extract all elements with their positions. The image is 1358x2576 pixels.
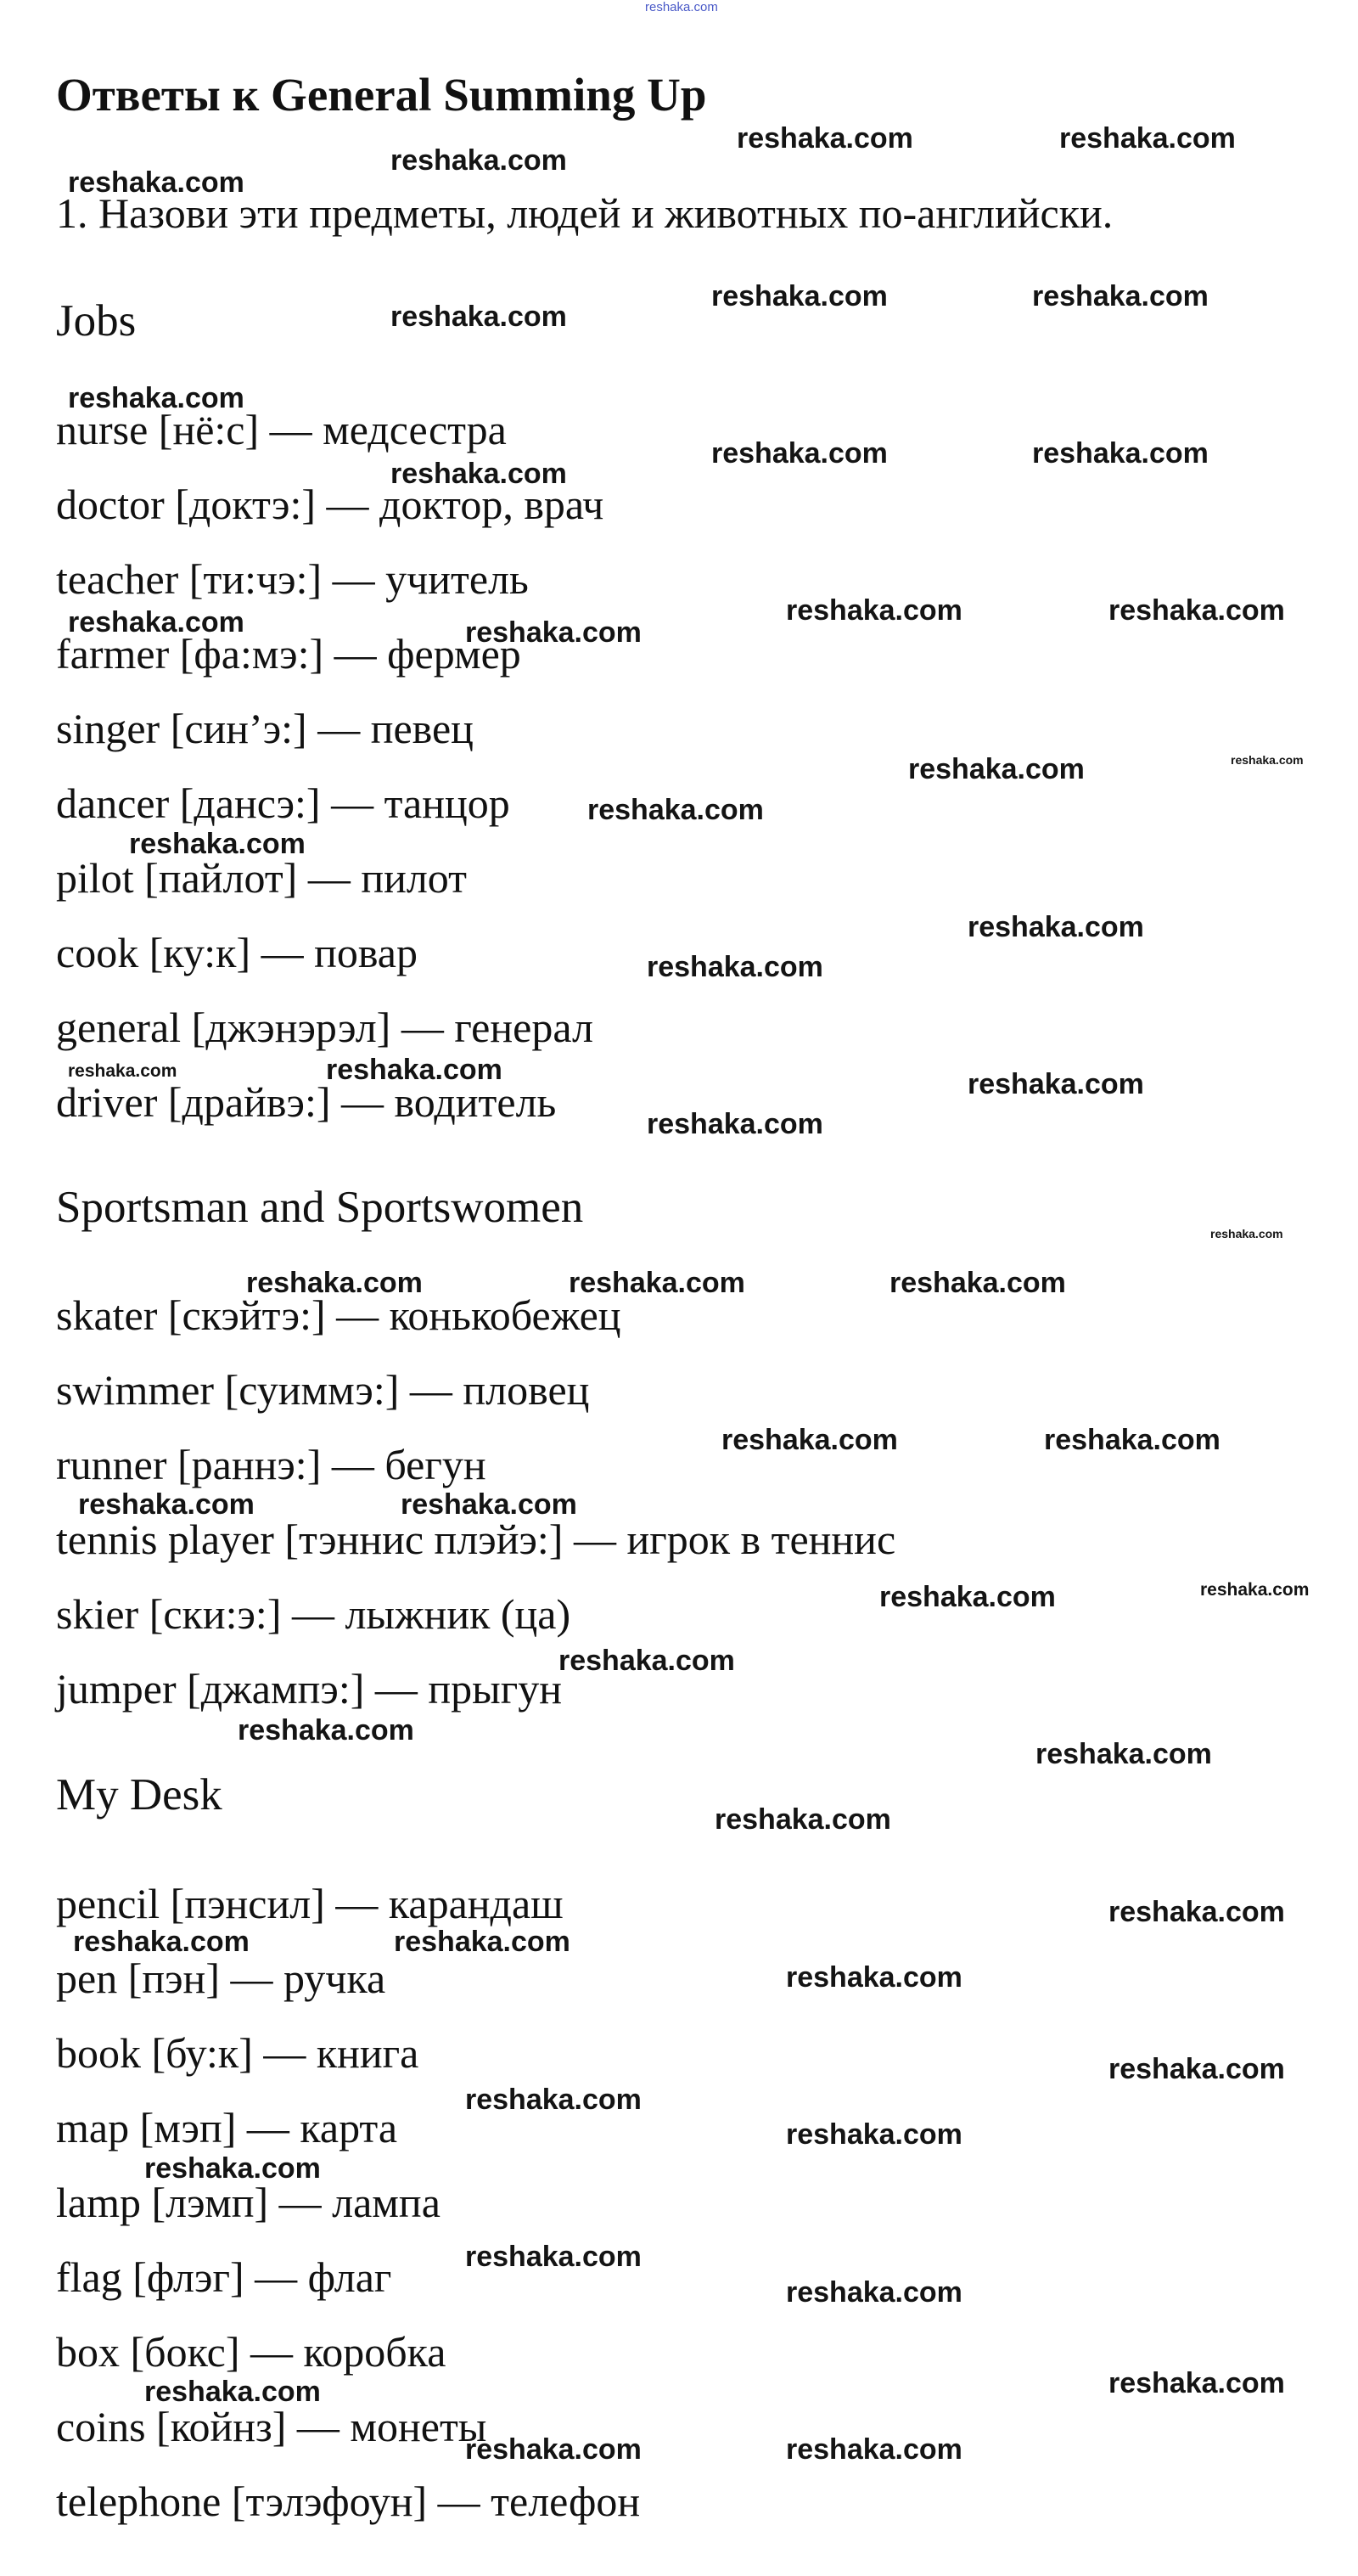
- list-item: doctor [доктэ:] — доктор, врач: [56, 481, 604, 528]
- watermark: reshaka.com: [68, 606, 244, 638]
- list-item: pilot [пайлот] — пилот: [56, 854, 467, 902]
- watermark: reshaka.com: [647, 1108, 823, 1140]
- list-item: runner [раннэ:] — бегун: [56, 1441, 486, 1488]
- watermark: reshaka.com: [1210, 1227, 1283, 1240]
- list-item: map [мэп] — карта: [56, 2104, 398, 2151]
- watermark: reshaka.com: [968, 911, 1144, 943]
- watermark: reshaka.com: [68, 166, 244, 199]
- list-item: farmer [фа:мэ:] — фермер: [56, 630, 521, 678]
- watermark: reshaka.com: [711, 437, 888, 470]
- list-item: telephone [тэлэфоун] — телефон: [56, 2478, 641, 2525]
- page-title: Ответы к General Summing Up: [56, 69, 707, 121]
- watermark: reshaka.com: [1231, 753, 1304, 767]
- watermark: reshaka.com: [968, 1068, 1144, 1100]
- list-item: general [джэнэрэл] — генерал: [56, 1004, 593, 1051]
- watermark: reshaka.com: [78, 1488, 255, 1521]
- watermark: reshaka.com: [786, 1961, 962, 1994]
- watermark: reshaka.com: [569, 1267, 745, 1299]
- list-item: nurse [нё:с] — медсестра: [56, 406, 507, 453]
- list-item: lamp [лэмп] — лампа: [56, 2179, 441, 2226]
- watermark: reshaka.com: [129, 828, 306, 860]
- section-heading-desk: My Desk: [56, 1770, 222, 1820]
- watermark: reshaka.com: [1108, 2367, 1285, 2399]
- watermark: reshaka.com: [879, 1581, 1056, 1613]
- list-item: cook [ку:к] — повар: [56, 929, 418, 976]
- watermark: reshaka.com: [390, 458, 567, 490]
- watermark: reshaka.com: [246, 1267, 423, 1299]
- watermark: reshaka.com: [68, 382, 244, 414]
- watermark: reshaka.com: [1059, 122, 1236, 155]
- watermark: reshaka.com: [401, 1488, 577, 1521]
- watermark: reshaka.com: [326, 1054, 502, 1086]
- watermark: reshaka.com: [1200, 1580, 1310, 1600]
- watermark: reshaka.com: [465, 2433, 642, 2466]
- watermark: reshaka.com: [786, 2118, 962, 2151]
- list-item: flag [флэг] — флаг: [56, 2253, 392, 2301]
- list-item: book [бу:к] — книга: [56, 2029, 419, 2077]
- watermark: reshaka.com: [465, 2241, 642, 2273]
- watermark: reshaka.com: [1035, 1738, 1212, 1770]
- list-item: teacher [ти:чэ:] — учитель: [56, 555, 529, 603]
- watermark: reshaka.com: [715, 1803, 891, 1836]
- watermark: reshaka.com: [1108, 2053, 1285, 2085]
- watermark: reshaka.com: [1032, 280, 1209, 312]
- watermark: reshaka.com: [144, 2376, 321, 2408]
- watermark: reshaka.com: [711, 280, 888, 312]
- watermark: reshaka.com: [68, 1061, 177, 1081]
- watermark: reshaka.com: [889, 1267, 1066, 1299]
- list-item: swimmer [суиммэ:] — пловец: [56, 1366, 590, 1414]
- watermark: reshaka.com: [786, 2276, 962, 2309]
- watermark: reshaka.com: [465, 616, 642, 649]
- watermark: reshaka.com: [786, 2433, 962, 2466]
- watermark: reshaka.com: [786, 594, 962, 627]
- watermark: reshaka.com: [1044, 1424, 1221, 1456]
- list-item: skier [ски:э:] — лыжник (ца): [56, 1590, 571, 1638]
- watermark: reshaka.com: [587, 794, 764, 826]
- top-site-link[interactable]: reshaka.com: [645, 0, 718, 14]
- watermark: reshaka.com: [1108, 1896, 1285, 1928]
- watermark: reshaka.com: [721, 1424, 898, 1456]
- list-item: coins [койнз] — монеты: [56, 2403, 487, 2450]
- watermark: reshaka.com: [73, 1926, 250, 1958]
- watermark: reshaka.com: [647, 951, 823, 983]
- watermark: reshaka.com: [390, 301, 567, 333]
- task-heading: 1. Назови эти предметы, людей и животных по-английски.: [56, 189, 1114, 237]
- watermark: reshaka.com: [908, 753, 1085, 785]
- list-item: box [бокс] — коробка: [56, 2328, 446, 2376]
- list-item: pen [пэн] — ручка: [56, 1954, 386, 2002]
- list-item: dancer [дансэ:] — танцор: [56, 779, 510, 827]
- watermark: reshaka.com: [465, 2084, 642, 2116]
- list-item: driver [драйвэ:] — водитель: [56, 1078, 557, 1126]
- watermark: reshaka.com: [1108, 594, 1285, 627]
- section-heading-jobs: Jobs: [56, 296, 137, 346]
- section-heading-sports: Sportsman and Sportswomen: [56, 1183, 584, 1232]
- list-item: skater [скэйтэ:] — конькобежец: [56, 1291, 621, 1339]
- watermark: reshaka.com: [558, 1645, 735, 1677]
- list-item: tennis player [тэннис плэйэ:] — игрок в теннис: [56, 1516, 896, 1563]
- list-item: singer [син’э:] — певец: [56, 705, 474, 752]
- watermark: reshaka.com: [1032, 437, 1209, 470]
- list-item: jumper [джампэ:] — прыгун: [56, 1665, 562, 1713]
- watermark: reshaka.com: [394, 1926, 570, 1958]
- watermark: reshaka.com: [737, 122, 913, 155]
- watermark: reshaka.com: [144, 2152, 321, 2185]
- watermark: reshaka.com: [390, 144, 567, 177]
- watermark: reshaka.com: [238, 1714, 414, 1746]
- list-item: pencil [пэнсил] — карандаш: [56, 1880, 564, 1927]
